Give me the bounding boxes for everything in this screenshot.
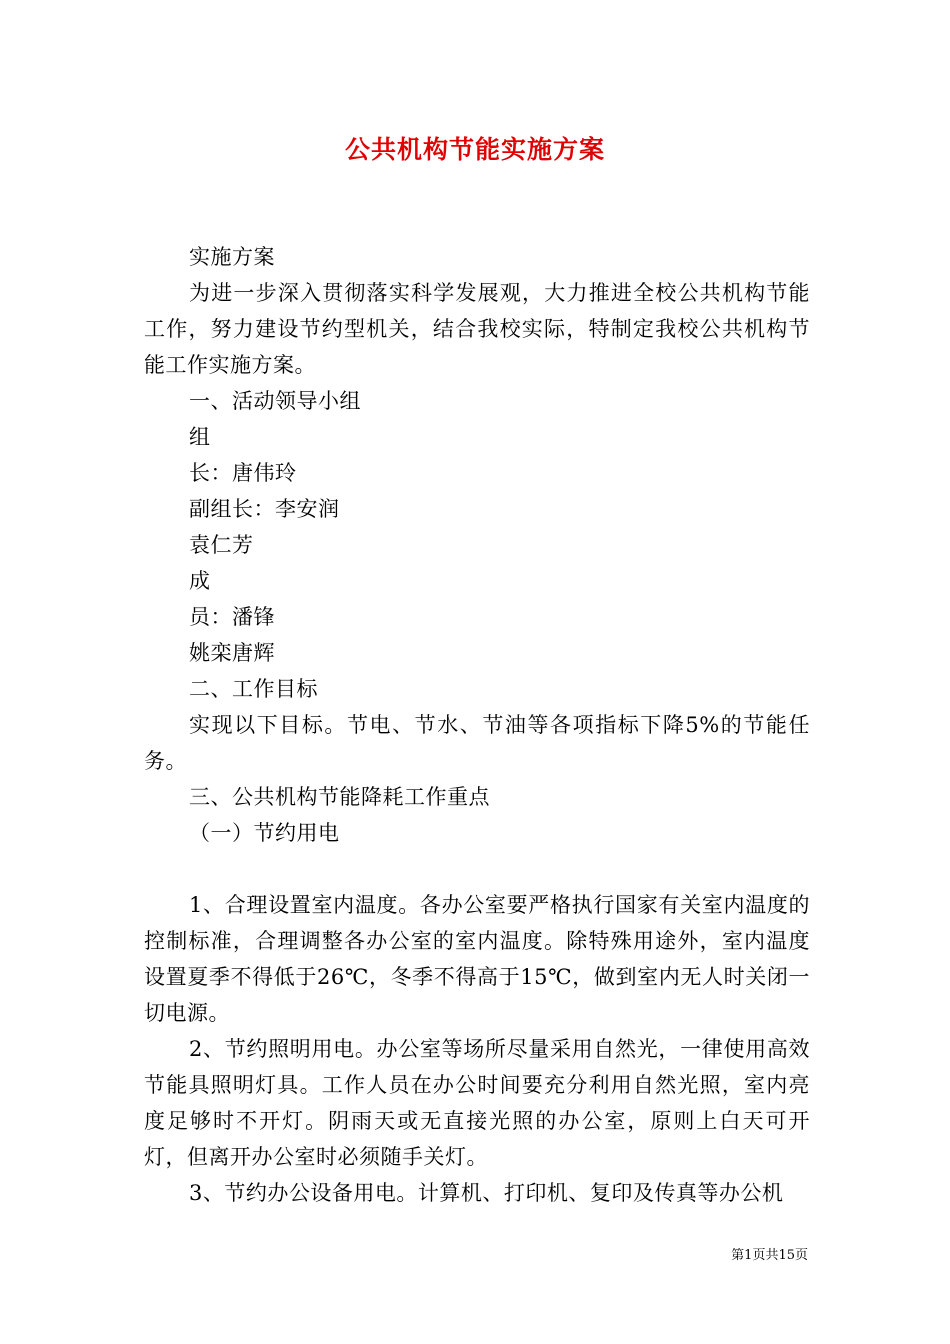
- document-body: [144, 239, 810, 1211]
- paragraph-goals: 实现以下目标。节电、节水、节油等各项指标下降5%的节能任务。: [144, 713, 810, 773]
- paragraph-office-equipment: 3、节约办公设备用电。计算机、打印机、复印及传真等办公机: [189, 1181, 784, 1205]
- subsection-heading-electricity: （一）节约用电: [189, 821, 340, 845]
- member-line: 成: [189, 569, 211, 593]
- member-line: 袁仁芳: [189, 533, 254, 557]
- member-line: 长：唐伟玲: [189, 461, 297, 485]
- member-line: 组: [189, 425, 211, 449]
- member-line: 姚栾唐辉: [189, 641, 275, 665]
- paragraph-temperature: 1、合理设置室内温度。各办公室要严格执行国家有关室内温度的控制标准，合理调整各办公室的室内温度。除特殊用途外，室内温度设置夏季不得低于26℃，冬季不得高于15℃，做到室内无人时关闭一切电源。: [144, 893, 810, 1025]
- section-heading-goals: 二、工作目标: [189, 677, 318, 701]
- member-line: 员：潘锋: [189, 605, 275, 629]
- section-heading-leadership: 一、活动领导小组: [189, 389, 361, 413]
- paragraph-intro: 为进一步深入贯彻落实科学发展观，大力推进全校公共机构节能工作，努力建设节约型机关，结合我校实际，特制定我校公共机构节能工作实施方案。: [144, 281, 810, 377]
- section-heading-focus: 三、公共机构节能降耗工作重点: [189, 785, 490, 809]
- page-number: 第1页共15页: [731, 1248, 808, 1263]
- paragraph-lighting: 2、节约照明用电。办公室等场所尽量采用自然光，一律使用高效节能具照明灯具。工作人员在办公时间要充分利用自然光照，室内亮度足够时不开灯。阴雨天或无直接光照的办公室，原则上白天可开灯，但离开办公室时必须随手关灯。: [144, 1037, 810, 1169]
- document-title: 公共机构节能实施方案: [344, 135, 605, 164]
- member-line: 副组长：李安润: [189, 497, 340, 521]
- paragraph-heading-plan: 实施方案: [189, 245, 275, 269]
